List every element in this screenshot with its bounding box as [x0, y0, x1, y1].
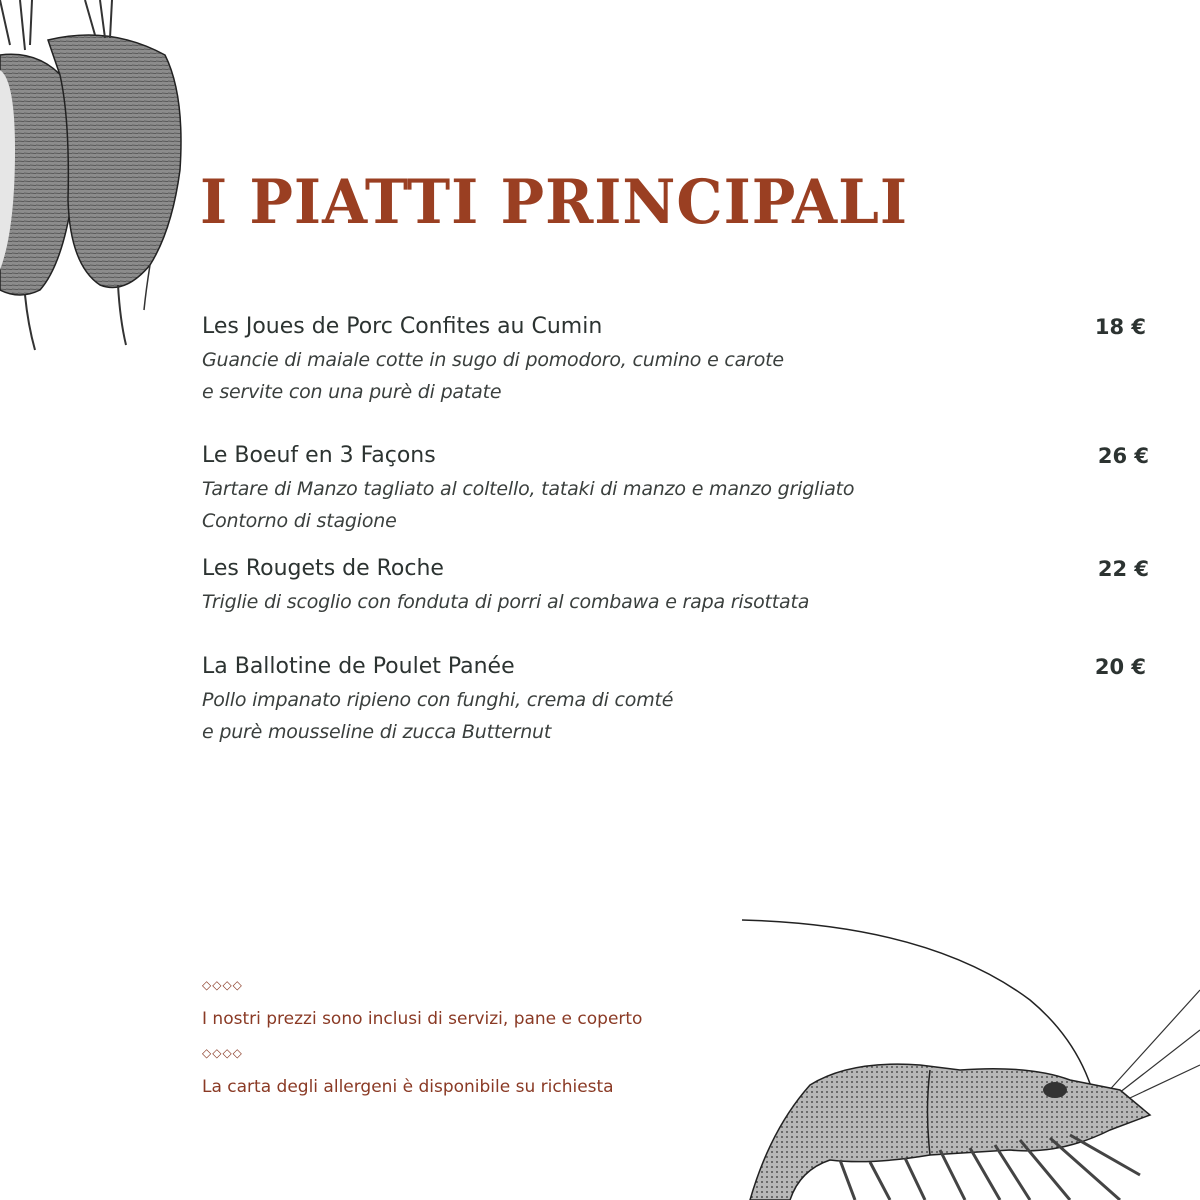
dish-name: Les Joues de Porc Confites au Cumin — [202, 314, 603, 339]
dish-description: Tartare di Manzo tagliato al coltello, tataki di manzo e manzo grigliato — [202, 478, 855, 500]
dish-description: e servite con una purè di patate — [202, 381, 502, 403]
dish-description: Contorno di stagione — [202, 510, 397, 532]
menu-item — [202, 442, 1152, 537]
shrimp-illustration-icon — [730, 900, 1200, 1200]
dish-description: Guancie di maiale cotte in sugo di pomodoro, cumino e carote — [202, 349, 784, 371]
dish-name: Le Boeuf en 3 Façons — [202, 443, 436, 468]
dish-name: Les Rougets de Roche — [202, 556, 444, 581]
footer-note: La carta degli allergeni è disponibile su richiesta — [202, 1077, 614, 1097]
dish-description: Triglie di scoglio con fonduta di porri al combawa e rapa risottata — [202, 591, 810, 613]
dish-description: e purè mousseline di zucca Butternut — [202, 721, 552, 743]
carrots-illustration-icon — [0, 0, 190, 360]
dish-price: 20 € — [1094, 655, 1146, 679]
footer-note: I nostri prezzi sono inclusi di servizi, pane e coperto — [202, 1009, 643, 1029]
dish-description: Pollo impanato ripieno con funghi, crema di comté — [202, 689, 674, 711]
diamond-separator: ◇◇◇◇ — [202, 978, 243, 992]
diamond-separator: ◇◇◇◇ — [202, 1046, 243, 1060]
dish-price: 22 € — [1097, 557, 1149, 581]
menu-item — [202, 313, 1152, 408]
dish-price: 26 € — [1097, 444, 1149, 468]
dish-price: 18 € — [1094, 315, 1146, 339]
menu-item — [202, 653, 1152, 748]
menu-item — [202, 555, 1152, 618]
dish-name: La Ballotine de Poulet Panée — [202, 654, 515, 679]
page-title: I PIATTI PRINCIPALI — [200, 166, 909, 238]
